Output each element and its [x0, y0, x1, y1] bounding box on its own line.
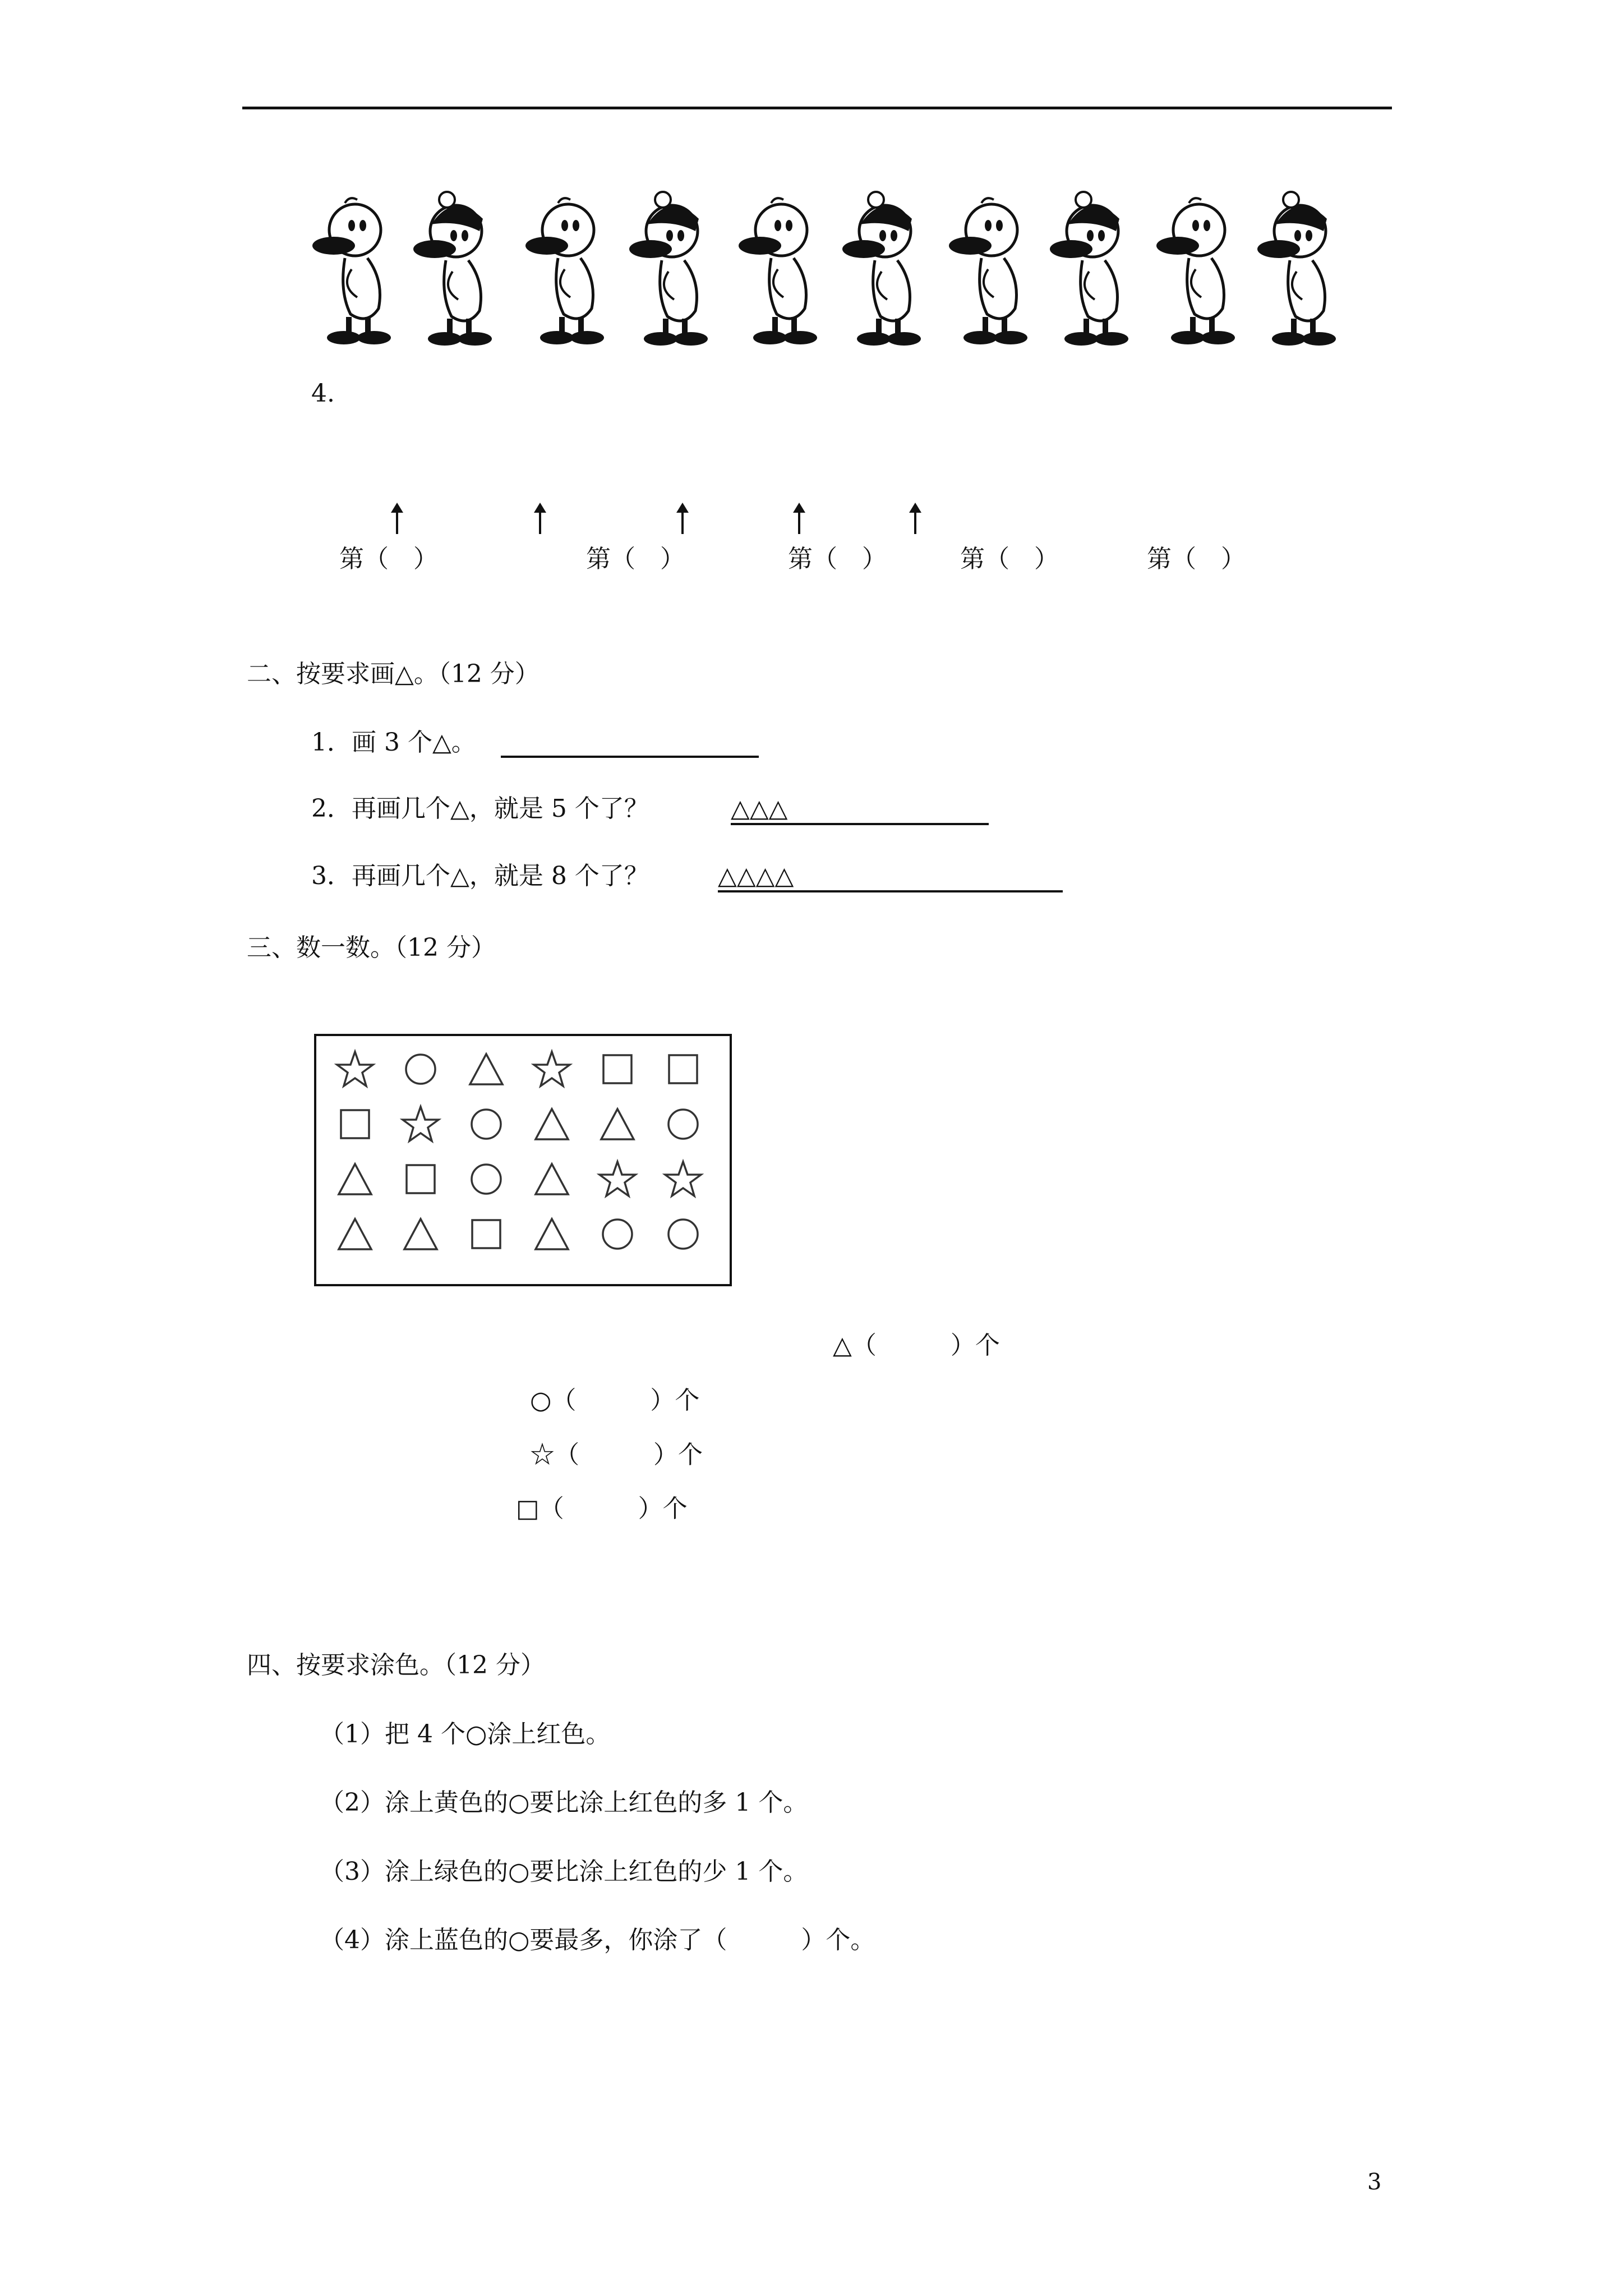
up-arrow-icon: [532, 503, 548, 534]
duck-with-cap-icon: [412, 191, 496, 365]
square-icon: [334, 1103, 376, 1145]
star-count: ☆（ ）个: [530, 1441, 703, 1469]
star-icon: [531, 1048, 573, 1090]
header-rule: [242, 107, 1392, 109]
section4-heading: 四、按要求涂色。（12 分）: [247, 1651, 545, 1680]
triangle-icon: [465, 1048, 507, 1090]
duck-with-cap-icon: [1049, 191, 1133, 365]
star-icon: [334, 1048, 376, 1090]
section4-item-4: （4）涂上蓝色的○要最多，你涂了（ ）个。: [320, 1926, 875, 1954]
circle-icon: [662, 1213, 704, 1255]
section3-heading: 三、数一数。（12 分）: [247, 933, 496, 962]
triangle-icon: [531, 1213, 573, 1255]
duckling-icon: [948, 191, 1032, 365]
up-arrow-icon: [907, 503, 924, 534]
position-blank-3: 第（ ）: [788, 545, 887, 573]
duckling-icon: [1155, 191, 1239, 365]
triangle-icon: [334, 1213, 376, 1255]
position-blank-4: 第（ ）: [960, 545, 1059, 573]
answer-line-2[interactable]: [731, 823, 989, 825]
page-number: 3: [1367, 2169, 1382, 2195]
circle-icon: [597, 1213, 638, 1255]
circle-count: ○（ ）个: [530, 1386, 700, 1415]
square-count: □（ ）个: [516, 1494, 688, 1523]
section4-item-2: （2）涂上黄色的○要比涂上红色的多 1 个。: [320, 1788, 808, 1817]
triangle-icon: [400, 1213, 441, 1255]
section2-heading: 二、按要求画△。（12 分）: [247, 660, 540, 688]
position-blank-5: 第（ ）: [1147, 545, 1246, 573]
triangle-icon: [334, 1158, 376, 1200]
shape-grid: [314, 1034, 732, 1286]
position-blank-2: 第（ ）: [586, 545, 685, 573]
duck-with-cap-icon: [628, 191, 712, 365]
section4-item-1: （1）把 4 个○涂上红色。: [320, 1720, 611, 1749]
answer-triangles-3: △△△△: [718, 862, 794, 890]
section2-item-1: 1．画 3 个△。: [311, 728, 476, 757]
triangle-count: △（ ）个: [833, 1331, 1000, 1360]
duckling-icon: [737, 191, 822, 365]
answer-line-1[interactable]: [501, 756, 759, 758]
section2-item-3: 3．再画几个△，就是 8 个了？: [311, 862, 649, 890]
star-icon: [400, 1103, 441, 1145]
square-icon: [597, 1048, 638, 1090]
star-icon: [597, 1158, 638, 1200]
circle-icon: [465, 1103, 507, 1145]
star-icon: [662, 1158, 704, 1200]
question-number: 4.: [311, 379, 335, 408]
circle-icon: [662, 1103, 704, 1145]
circle-icon: [465, 1158, 507, 1200]
triangle-icon: [597, 1103, 638, 1145]
triangle-icon: [531, 1158, 573, 1200]
square-icon: [662, 1048, 704, 1090]
circle-icon: [400, 1048, 441, 1090]
duckling-icon: [524, 191, 608, 365]
up-arrow-icon: [389, 503, 405, 534]
square-icon: [400, 1158, 441, 1200]
answer-triangles-2: △△△: [731, 794, 788, 823]
position-blank-1: 第（ ）: [339, 545, 438, 573]
duck-with-cap-icon: [841, 191, 925, 365]
up-arrow-icon: [791, 503, 808, 534]
up-arrow-icon: [674, 503, 691, 534]
duckling-icon: [311, 191, 395, 365]
answer-line-3[interactable]: [718, 890, 1063, 892]
section4-item-3: （3）涂上绿色的○要比涂上红色的少 1 个。: [320, 1857, 808, 1886]
duck-with-cap-icon: [1256, 191, 1340, 365]
triangle-icon: [531, 1103, 573, 1145]
square-icon: [465, 1213, 507, 1255]
section2-item-2: 2．再画几个△，就是 5 个了？: [311, 794, 649, 823]
